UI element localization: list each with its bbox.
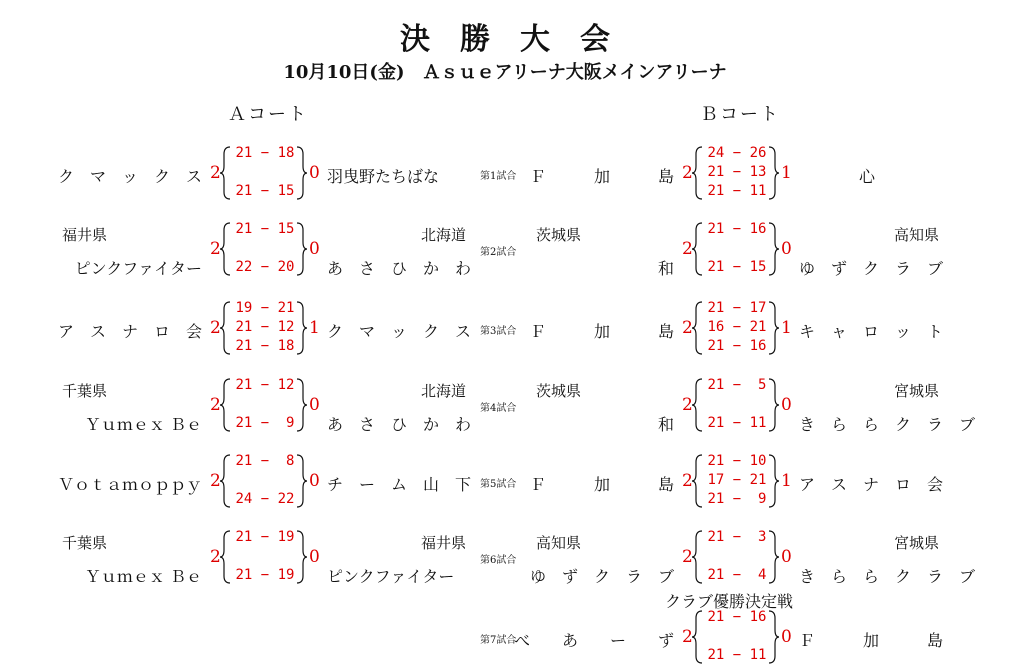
- right-team-name: キ ャ ロ ッ ト: [799, 322, 944, 341]
- court-a-match: [0, 524, 470, 592]
- match-row: [0, 524, 1010, 592]
- game-score: 21 − 19: [235, 529, 295, 545]
- match-number-label: 第1試合: [480, 171, 517, 182]
- left-games-won: 2: [682, 318, 693, 338]
- right-team-name: ク マ ッ ク ス: [327, 322, 472, 341]
- right-team-name: あ さ ひ か わ: [327, 415, 472, 434]
- left-games-won: 2: [210, 239, 221, 259]
- right-games-won: 0: [309, 239, 320, 259]
- game-score: 21 − 15: [235, 221, 295, 237]
- match-number-label: 第7試合: [480, 635, 517, 646]
- match-row: [0, 295, 1010, 363]
- right-games-won: 0: [309, 163, 320, 183]
- right-games-won: 0: [309, 471, 320, 491]
- right-team-name: チ ー ム 山 下: [327, 475, 472, 494]
- game-score: 21 − 11: [707, 647, 767, 663]
- game-score: 21 − 12: [235, 377, 295, 393]
- game-score: 21 − 17: [707, 300, 767, 316]
- game-score: 17 − 21: [707, 472, 767, 488]
- left-team-name: Ｖｏｔａｍｏｐｐｙ: [57, 475, 202, 494]
- left-team-name: ク マ ッ ク ス: [57, 167, 202, 186]
- game-score: 21 − 9: [235, 415, 295, 431]
- match-row: [0, 448, 1010, 516]
- court-a-match: [0, 295, 470, 363]
- game-score: 21 − 12: [235, 319, 295, 335]
- game-score: 21 − 8: [235, 453, 295, 469]
- left-team-name: Ｙｕｍｅｘ Ｂｅ: [84, 567, 202, 586]
- right-team-name: ゆ ず ク ラ ブ: [799, 259, 944, 278]
- right-team-name: き ら ら ク ラ ブ: [799, 567, 976, 586]
- game-score: 21 − 18: [235, 338, 295, 354]
- game-score: 21 − 11: [707, 183, 767, 199]
- right-team-prefecture: 北海道: [420, 226, 466, 244]
- left-team-name: 和: [657, 259, 674, 278]
- game-score: 21 − 4: [707, 567, 767, 583]
- left-games-won: 2: [210, 547, 221, 567]
- game-score: 21 − 15: [235, 183, 295, 199]
- court-b-match: [478, 295, 1010, 363]
- right-games-won: 1: [781, 471, 792, 491]
- game-score: 21 − 10: [707, 453, 767, 469]
- right-games-won: 0: [781, 239, 792, 259]
- court-b-match: [478, 216, 1010, 284]
- page-title: 決 勝 大 会: [400, 22, 610, 57]
- match-row: [0, 140, 1010, 208]
- right-games-won: 0: [781, 627, 792, 647]
- right-team-name: 羽曳野たちばな: [327, 167, 440, 186]
- left-team-name: ア ス ナ ロ 会: [57, 322, 202, 341]
- left-team-name: ピンクファイター: [74, 259, 202, 278]
- game-score: 21 − 3: [707, 529, 767, 545]
- left-team-name: べ あ ー ず: [513, 631, 674, 650]
- game-score: 21 − 9: [707, 491, 767, 507]
- court-b-match: [478, 140, 1010, 208]
- game-score: 21 − 11: [707, 415, 767, 431]
- right-team-prefecture: 高知県: [893, 226, 939, 244]
- match-row: [0, 216, 1010, 284]
- game-score: 21 − 13: [707, 164, 767, 180]
- right-games-won: 0: [309, 547, 320, 567]
- match-number-label: 第2試合: [480, 247, 517, 258]
- match-number-label: 第4試合: [480, 403, 517, 414]
- left-games-won: 2: [210, 395, 221, 415]
- left-games-won: 2: [682, 395, 693, 415]
- left-games-won: 2: [682, 627, 693, 647]
- match-row: [0, 604, 1010, 672]
- game-score: 21 − 16: [707, 221, 767, 237]
- left-games-won: 2: [210, 471, 221, 491]
- court-a-match: [0, 372, 470, 440]
- right-team-name: き ら ら ク ラ ブ: [799, 415, 976, 434]
- left-team-name: Ｆ 加 島: [529, 167, 674, 186]
- court-b-match: [478, 524, 1010, 592]
- match-number-label: 第3試合: [480, 326, 517, 337]
- left-team-name: ゆ ず ク ラ ブ: [529, 567, 674, 586]
- game-score: 22 − 20: [235, 259, 295, 275]
- court-a-match: [0, 448, 470, 516]
- right-games-won: 1: [781, 163, 792, 183]
- game-score: 24 − 26: [707, 145, 767, 161]
- right-team-prefecture: 宮城県: [893, 534, 939, 552]
- right-team-name: 心: [859, 167, 876, 186]
- right-games-won: 0: [309, 395, 320, 415]
- right-games-won: 1: [781, 318, 792, 338]
- left-team-prefecture: 高知県: [536, 534, 582, 552]
- left-games-won: 2: [682, 471, 693, 491]
- right-team-name: ア ス ナ ロ 会: [799, 475, 944, 494]
- left-team-name: 和: [657, 415, 674, 434]
- right-games-won: 0: [781, 547, 792, 567]
- left-games-won: 2: [210, 163, 221, 183]
- left-team-name: Ｙｕｍｅｘ Ｂｅ: [84, 415, 202, 434]
- left-team-prefecture: 千葉県: [62, 534, 108, 552]
- game-score: 21 − 18: [235, 145, 295, 161]
- left-games-won: 2: [682, 547, 693, 567]
- game-score: 21 − 16: [707, 338, 767, 354]
- court-b-heading: Ｂコート: [700, 104, 780, 125]
- left-team-prefecture: 茨城県: [536, 382, 582, 400]
- game-score: 16 − 21: [707, 319, 767, 335]
- left-games-won: 2: [682, 163, 693, 183]
- right-games-won: 0: [781, 395, 792, 415]
- court-b-match: [478, 604, 1010, 672]
- game-score: 21 − 16: [707, 609, 767, 625]
- club-final-heading: クラブ優勝決定戦: [665, 592, 794, 611]
- right-team-prefecture: 北海道: [420, 382, 466, 400]
- right-team-prefecture: 宮城県: [893, 382, 939, 400]
- right-team-name: あ さ ひ か わ: [327, 259, 472, 278]
- court-b-match: [478, 448, 1010, 516]
- right-team-name: Ｆ 加 島: [799, 631, 944, 650]
- court-a-heading: Ａコート: [228, 104, 308, 125]
- right-team-prefecture: 福井県: [420, 534, 466, 552]
- left-games-won: 2: [682, 239, 693, 259]
- game-score: 21 − 19: [235, 567, 295, 583]
- court-a-match: [0, 140, 470, 208]
- game-score: 21 − 5: [707, 377, 767, 393]
- left-team-prefecture: 茨城県: [536, 226, 582, 244]
- match-number-label: 第6試合: [480, 555, 517, 566]
- game-score: 24 − 22: [235, 491, 295, 507]
- left-team-prefecture: 福井県: [62, 226, 108, 244]
- court-a-match: [0, 216, 470, 284]
- event-date-venue: 10月10日(金) Ａｓｕｅアリーナ大阪メインアリーナ: [283, 62, 727, 83]
- right-games-won: 1: [309, 318, 320, 338]
- game-score: 21 − 15: [707, 259, 767, 275]
- match-number-label: 第5試合: [480, 479, 517, 490]
- left-games-won: 2: [210, 318, 221, 338]
- left-team-prefecture: 千葉県: [62, 382, 108, 400]
- court-b-match: [478, 372, 1010, 440]
- left-team-name: Ｆ 加 島: [529, 475, 674, 494]
- left-team-name: Ｆ 加 島: [529, 322, 674, 341]
- match-row: [0, 372, 1010, 440]
- right-team-name: ピンクファイター: [327, 567, 455, 586]
- game-score: 19 − 21: [235, 300, 295, 316]
